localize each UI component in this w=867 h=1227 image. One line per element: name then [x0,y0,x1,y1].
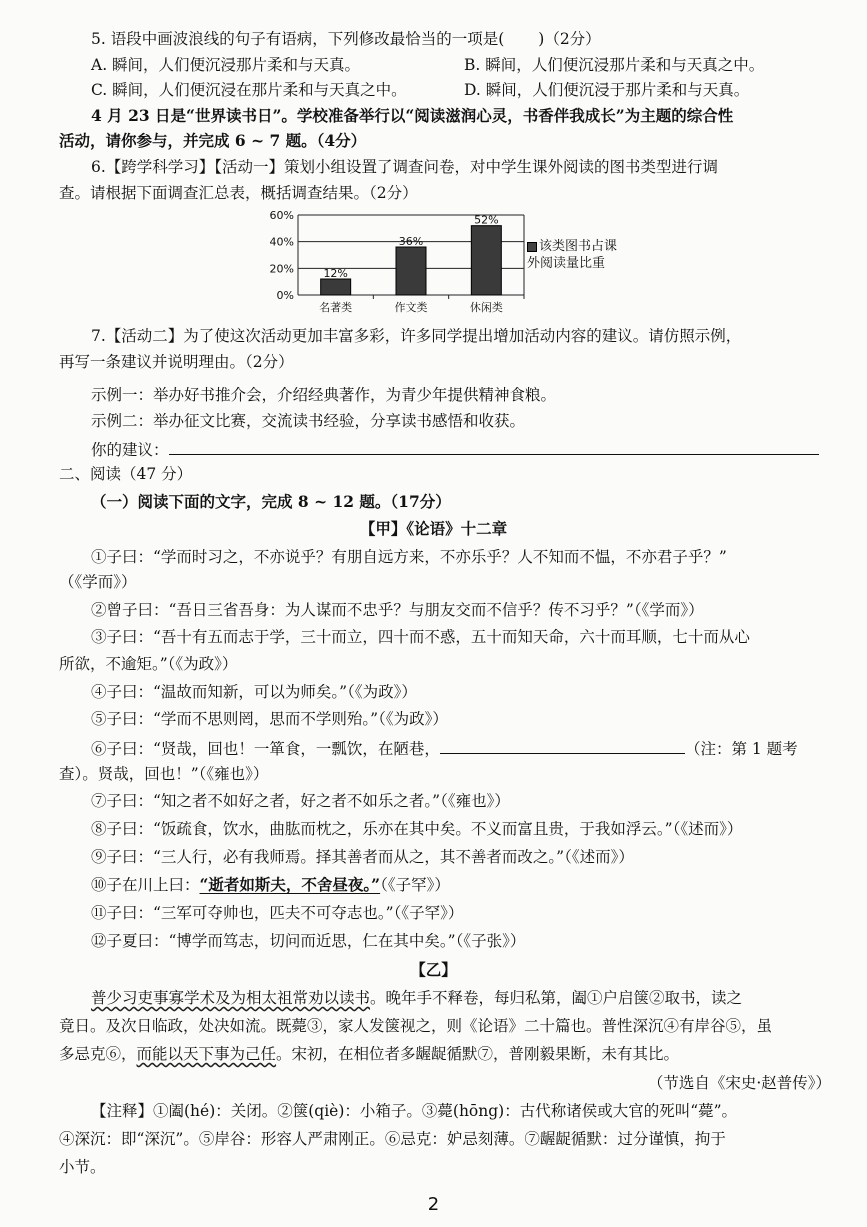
lunyu-chapter-2: ②曾子曰：“吾日三省吾身：为人谋而不忠乎？与朋友交而不信乎？传不习乎？”（《学而》） [91,601,704,619]
lunyu-chapter-3: ③子曰：“吾十有五而志于学，三十而立，四十而不惑，五十而知天命，六十而耳顺，七十而从心 [91,628,750,646]
activity-intro-line2: 活动，请你参与，并完成 6 ~ 7 题。（4分） [59,131,367,150]
lunyu-chapter-12: ⑫子夏曰：“博学而笃志，切问而近思，仁在其中矣。”（《子张》） [91,932,526,950]
bar [471,226,501,295]
page-number: 2 [427,1194,440,1215]
bar-value-label: 12% [323,267,348,280]
chapter-6-text: ⑥子曰：“贤哉，回也！一箪食，一瓢饮，在陋巷， [91,740,440,758]
yi-paragraph-line2: 竟日。及次日临政，处决如流。既薨③，家人发箧视之，则《论语》二十篇也。普性深沉④有岸谷⑤，虽 [59,1017,773,1035]
q7-example-2: 示例二：举办征文比赛，交流读书经验，分享读书感悟和收获。 [91,412,526,430]
y-tick-label: 40% [269,235,294,249]
lunyu-chapter-6-cont: 查）。贤哉，回也！”（《雍也》） [59,765,269,783]
q6-line1: 6.【跨学科学习】【活动一】策划小组设置了调查问卷，对中学生课外阅读的图书类型进行调 [91,158,719,176]
q5-stem [91,29,601,49]
q7-example-1: 示例一：举办好书推介会，介绍经典著作，为青少年提供精神食粮。 [91,386,557,404]
activity-intro-line1: 4 月 23 日是“世界读书日”。学校准备举行以“阅读滋润心灵，书香伴我成长”为主题的综合性 [91,106,734,125]
x-tick-label: 名著类 [319,301,353,314]
notes-line3: 小节。 [59,1158,106,1176]
part1-instructions: （一）阅读下面的文字，完成 8 ~ 12 题。（17分） [91,492,451,511]
lunyu-chapter-8: ⑧子曰：“饭疏食，饮水，曲肱而枕之，乐亦在其中矣。不义而富且贵，于我如浮云。”（《述而》） [91,820,743,838]
bar [321,279,351,295]
chart-legend [527,238,623,272]
q5-option-d: D. 瞬间，人们便沉浸于那片柔和与天真。 [464,81,750,99]
q7-answer-row [91,438,819,460]
chapter-10-source: （《子罕》） [380,876,450,894]
yi-line3-post: 。宋初，在相位者多龌龊循默⑦，普刚毅果断，未有其比。 [276,1045,680,1063]
y-tick-label: 0% [276,289,294,302]
yi-title: 【乙】 [410,960,457,979]
answer-label: 你的建议： [91,441,169,459]
bar [396,247,426,295]
notes-line1: 【注释】①阖(hé)：关闭。②箧(qiè)：小箱子。③薨(hōng)：古代称诸侯或大官的死叫“薨”。 [91,1102,738,1120]
yi-line1-rest: 。晚年手不释卷，每归私第，阖①户启箧②取书，读之 [370,989,743,1007]
q5-option-a: A. 瞬间，人们便沉浸那片柔和与天真。 [91,56,361,74]
yi-line3-pre: 多忌克⑥， [59,1045,137,1063]
section-title: 二、阅读（47 分） [59,465,193,483]
q5-option-b: B. 瞬间，人们便沉浸那片柔和与天真之中。 [464,56,765,74]
lunyu-chapter-5: ⑤子曰：“学而不思则罔，思而不学则殆。”（《为政》） [91,710,448,728]
lunyu-chapter-6 [91,737,798,759]
notes-line2: ④深沉：即“深沉”。⑤岸谷：形容人严肃刚正。⑥忌克：妒忌刻薄。⑦龌龊循默：过分谨慎，拘于 [59,1130,726,1148]
q5-score: )（2分） [538,30,601,48]
chapter-6-note: （注：第 1 题考 [684,740,798,758]
x-tick-label: 休闲类 [469,301,503,314]
chapter-10-underlined: “逝者如斯夫，不舍昼夜。” [199,875,381,894]
lunyu-chapter-10 [91,875,450,895]
q7-line2: 再写一条建议并说明理由。（2分） [59,353,294,371]
y-tick-label: 60% [269,209,294,222]
chapter-10-pre: ⑩子在川上曰： [91,876,200,894]
lunyu-chapter-7: ⑦子曰：“知之者不如好之者，好之者不如乐之者。”（《雍也》） [91,792,510,810]
lunyu-chapter-1: ①子曰：“学而时习之，不亦说乎？有朋自远方来，不亦乐乎？人不知而不愠，不亦君子乎？” [91,548,727,566]
lunyu-chapter-1-source: （《学而》） [59,573,137,591]
q5-option-c: C. 瞬间，人们便沉浸在那片柔和与天真之中。 [91,81,407,99]
wavy-underlined-sentence: 普少习吏事寡学术及为相太祖常劝以读书 [91,989,371,1007]
q5-stem-text: 5. 语段中画波浪线的句子有语病，下列修改最恰当的一项是( [91,30,505,48]
jia-title: 【甲】《论语》十二章 [359,519,508,538]
lunyu-chapter-4: ④子曰：“温故而知新，可以为师矣。”（《为政》） [91,683,417,701]
yi-paragraph-line3 [59,1044,679,1064]
q7-line1: 7.【活动二】为了使这次活动更加丰富多彩，许多同学提出增加活动内容的建议。请仿照示例， [91,327,742,345]
lunyu-chapter-11: ⑪子曰：“三军可夺帅也，匹夫不可夺志也。”（《子罕》） [91,904,464,922]
bar-value-label: 52% [474,213,499,227]
y-tick-label: 20% [269,262,294,276]
x-tick-label: 作文类 [394,301,428,314]
legend-label: 该类图书占课外阅读量比重 [527,239,618,271]
yi-source: （节选自《宋史·赵普传》） [647,1074,831,1092]
bar-value-label: 36% [398,235,424,248]
wavy-underlined-phrase: 而能以天下事为己任 [136,1045,277,1063]
answer-line[interactable] [169,438,819,455]
yi-paragraph-line1 [91,988,742,1008]
q6-line2: 查。请根据下面调查汇总表，概括调查结果。（2分） [59,184,418,202]
lunyu-chapter-3-cont: 所欲，不逾矩。”（《为政》） [59,655,238,673]
fill-in-blank[interactable] [440,737,685,754]
lunyu-chapter-9: ⑨子曰：“三人行，必有我师焉。择其善者而从之，其不善者而改之。”（《述而》） [91,848,634,866]
legend-swatch [527,242,537,252]
